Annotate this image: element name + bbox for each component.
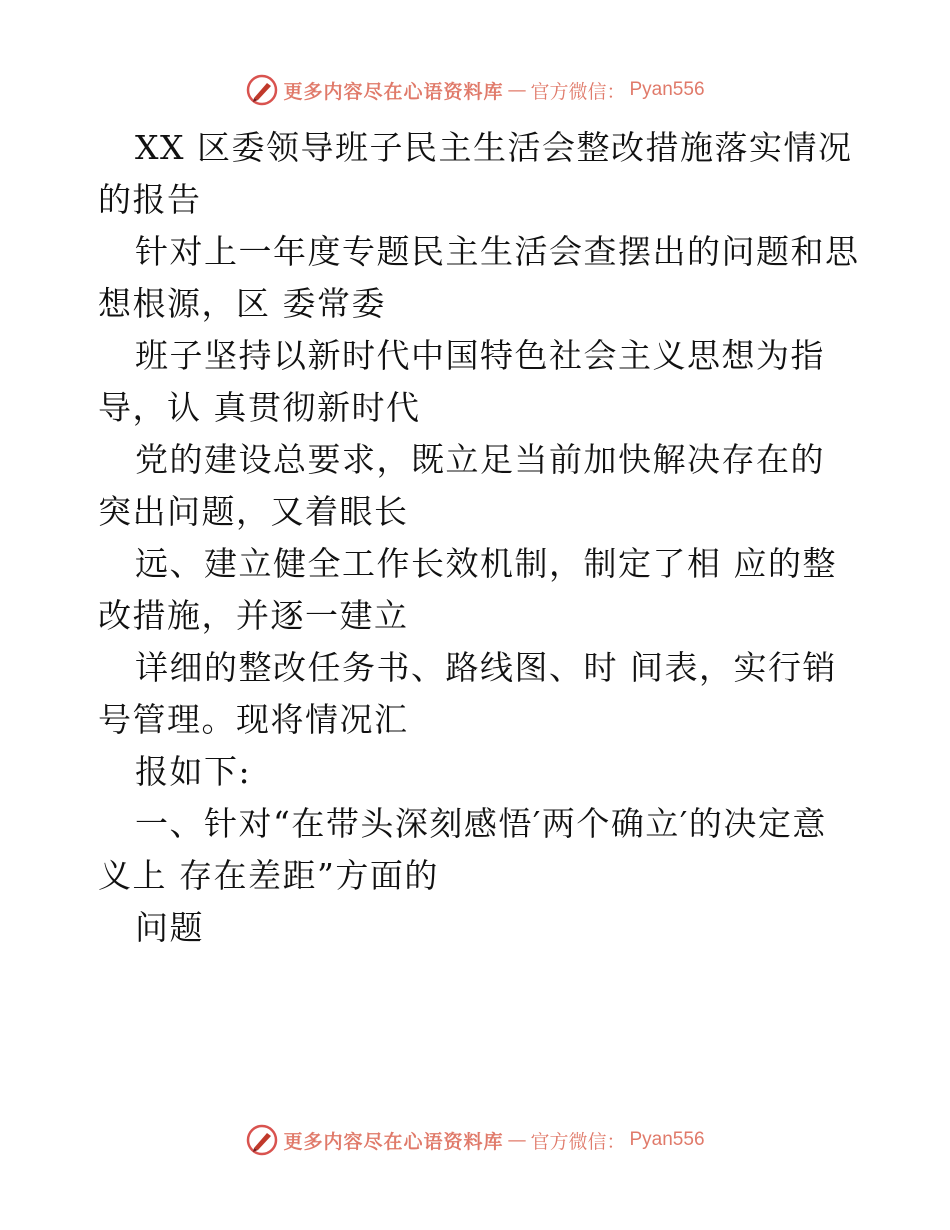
title-line-2: 的报告 <box>98 180 202 219</box>
paragraph-line: 突出问题，又着眼长 <box>98 492 409 531</box>
watermark-brand: 更多内容尽在心语资料库 <box>283 80 504 103</box>
pen-logo-icon <box>245 73 279 107</box>
paragraph-line: 号管理。现将情况汇 <box>98 700 409 739</box>
watermark-separator: — <box>507 1129 527 1151</box>
watermark-brand: 更多内容尽在心语资料库 <box>283 1130 504 1153</box>
paragraph-line: 远、建立健全工作长效机制，制定了相 应的整 <box>135 544 837 583</box>
document-body <box>98 122 858 954</box>
paragraph-line: 详细的整改任务书、路线图、时 间表，实行销 <box>135 648 837 687</box>
paragraph-line: 改措施，并逐一建立 <box>98 596 409 635</box>
watermark-official-label: 官方微信： <box>530 80 626 103</box>
footer-watermark <box>0 1120 950 1160</box>
paragraph-line: 党的建设总要求，既立足当前加快解决存在的 <box>135 440 825 479</box>
pen-logo-icon <box>245 1123 279 1157</box>
section-heading-line: 一、针对“在带头深刻感悟′两个确立′的决定意 <box>135 804 827 843</box>
watermark-separator: — <box>507 79 527 101</box>
paragraph-line: 想根源，区 委常委 <box>98 284 386 323</box>
paragraph-line: 班子坚持以新时代中国特色社会主义思想为指 <box>135 336 825 375</box>
watermark-official-label: 官方微信： <box>530 1130 626 1153</box>
watermark-account: Pyan556 <box>629 79 705 100</box>
header-watermark <box>0 70 950 110</box>
paragraph-line: 导，认 真贯彻新时代 <box>98 388 421 427</box>
paragraph-line: 报如下: <box>135 752 252 791</box>
paragraph-line: 针对上一年度专题民主生活会查摆出的问题和思 <box>135 232 860 271</box>
watermark-account: Pyan556 <box>629 1129 705 1150</box>
section-heading-line: 义上 存在差距”方面的 <box>98 856 439 895</box>
section-heading-line: 问题 <box>135 908 204 947</box>
title-line-1: XX 区委领导班子民主生活会整改措施落实情况 <box>135 128 853 167</box>
